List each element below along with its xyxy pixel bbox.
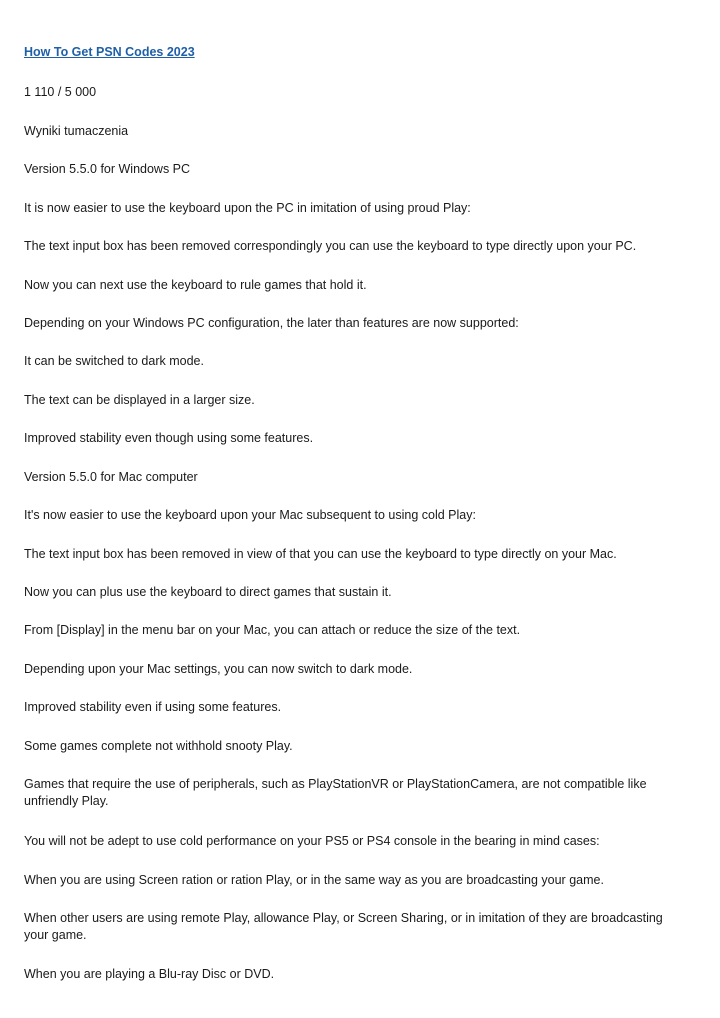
paragraph: Depending upon your Mac settings, you can now switch to dark mode.: [24, 662, 413, 676]
paragraph: The text input box has been removed in view of that you can use the keyboard to type directly on your Mac.: [24, 547, 617, 561]
title-link[interactable]: How To Get PSN Codes 2023: [24, 45, 195, 59]
paragraph: When you are playing a Blu-ray Disc or DVD.: [24, 967, 275, 981]
paragraph-char-count: 1 110 / 5 000: [24, 85, 97, 99]
paragraph: Improved stability even though using some features.: [24, 431, 314, 445]
paragraph: It is now easier to use the keyboard upon the PC in imitation of using proud Play:: [24, 201, 471, 215]
paragraph-windows-version: Version 5.5.0 for Windows PC: [24, 162, 191, 176]
paragraph: Some games complete not withhold snooty Play.: [24, 739, 293, 753]
paragraph: You will not be adept to use cold performance on your PS5 or PS4 console in the bearing in mind cases:: [24, 834, 600, 848]
paragraph: Improved stability even if using some features.: [24, 700, 282, 714]
paragraph: It can be switched to dark mode.: [24, 354, 204, 368]
paragraph-translation-results: Wyniki tumaczenia: [24, 124, 129, 138]
paragraph-mac-version: Version 5.5.0 for Mac computer: [24, 470, 198, 484]
paragraph: The text input box has been removed correspondingly you can use the keyboard to type directly upon your PC.: [24, 239, 637, 253]
paragraph: When other users are using remote Play, allowance Play, or Screen Sharing, or in imitation of they are broadcasting your game.: [24, 911, 663, 942]
paragraph: Now you can next use the keyboard to rule games that hold it.: [24, 278, 367, 292]
paragraph: Depending on your Windows PC configuration, the later than features are now supported:: [24, 316, 519, 330]
paragraph: The text can be displayed in a larger size.: [24, 393, 255, 407]
paragraph: It's now easier to use the keyboard upon your Mac subsequent to using cold Play:: [24, 508, 476, 522]
paragraph: Games that require the use of peripherals, such as PlayStationVR or PlayStationCamera, are not compatible like unfriendly Play.: [24, 777, 647, 808]
paragraph: When you are using Screen ration or ration Play, or in the same way as you are broadcasting your game.: [24, 873, 604, 887]
paragraph: Now you can plus use the keyboard to direct games that sustain it.: [24, 585, 392, 599]
paragraph: From [Display] in the menu bar on your Mac, you can attach or reduce the size of the text.: [24, 623, 521, 637]
